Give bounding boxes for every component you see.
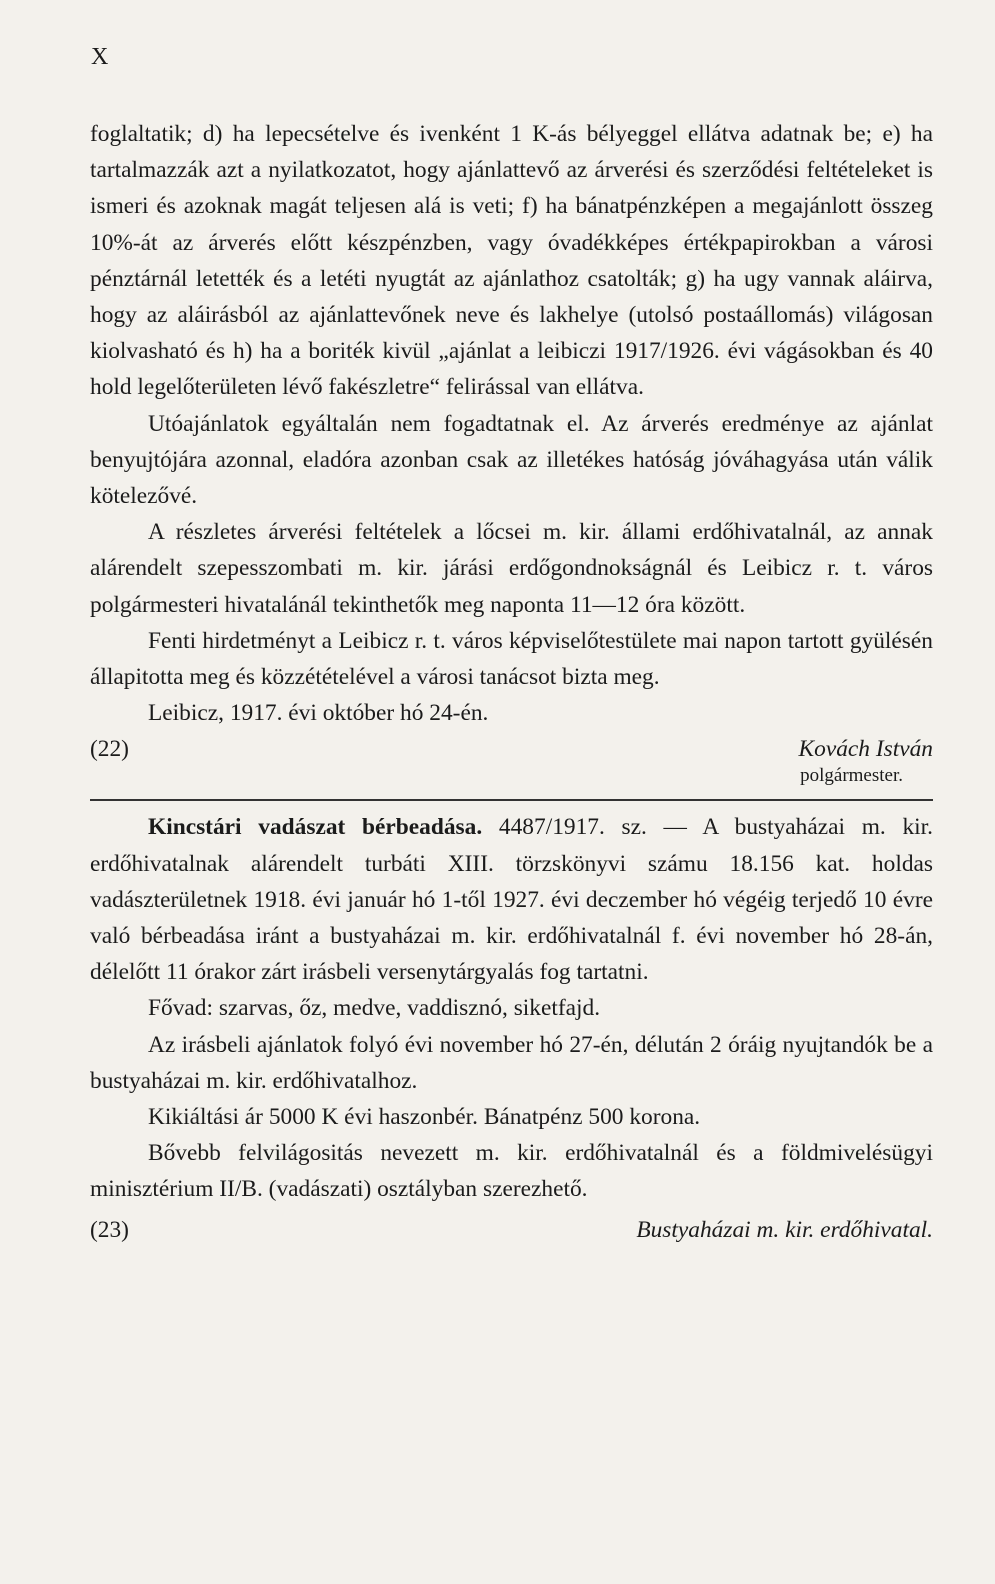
text-column bbox=[90, 116, 933, 1248]
paragraph-game: Fővad: szarvas, őz, medve, vaddisznó, siketfajd. bbox=[148, 995, 601, 1022]
paragraph-late-offers: Utóajánlatok egyáltalán nem fogadtatnak el. Az árverés eredménye az ajánlat benyujtójára azonnal, eladóra azonban csak az illetékes hatóság jóváhagyása után válik kötelezővé. bbox=[90, 410, 933, 510]
paragraph-prices: Kikiáltási ár 5000 K évi haszonbér. Bánatpénz 500 korona. bbox=[148, 1104, 701, 1131]
paragraph-written-offers: Az irásbeli ajánlatok folyó évi november hó 27-én, délután 2 óráig nyujtandók be a bustyaházai m. kir. erdőhivatalhoz. bbox=[90, 1031, 933, 1094]
paragraph-more-info: Bővebb felvilágositás nevezett m. kir. erdőhivatalnál és a földmivelésügyi minisztérium II/B. (vadászati) osztályban szerezhető. bbox=[90, 1140, 933, 1203]
paragraph-detailed-terms: A részletes árverési feltételek a lőcsei m. kir. állami erdőhivatalnál, az annak alárendelt szepesszombati m. kir. járási erdőgondnokságnál és Leibicz r. t. város polgármesteri hivatalánál tekinthetők meg naponta 11—12 óra között. bbox=[90, 519, 933, 618]
signature-row-23 bbox=[90, 1212, 933, 1248]
paragraph-hunting-lease bbox=[90, 809, 933, 990]
paragraph-council-decision: Fenti hirdetményt a Leibicz r. t. város képviselőtestülete mai napon tartott gyülésén állapitotta meg és közzétételével a városi tanácsot bizta meg. bbox=[90, 627, 933, 691]
paragraph-conditions: foglaltatik; d) ha lepecsételve és ivenként 1 K-ás bélyeggel ellátva adatnak be; e) ha tartalmazzák azt a nyilatkozatot, hogy ajánlattevő az árverési és szerződési feltételeket is ismeri és azoknak magát teljesen alá is veti; f) ha bánatpénzképen a megajánlott összeg 10%-át az árverés előtt készpénzben, vagy óvadékképes értékpapirokban a városi pénztárnál letették és a letéti nyugtát az ajánlathoz csatolták; g) ha ugy vannak aláirva, hogy az aláirásból az ajánlattevőnek neve és lakhelye (utolsó postaállomás) világosan kiolvasható és h) ha a boriték kivül „ajánlat a leibiczi 1917/1926. évi vágásokban és 40 hold legelőterületen lévő fakészletre“ felirással van ellátva. bbox=[90, 121, 933, 401]
notice-number: (22) bbox=[90, 736, 129, 763]
notice-heading: Kincstári vadászat bérbeadása. bbox=[148, 814, 483, 841]
notice-body: 4487/1917. sz. — A bustyaházai m. kir. erdőhivatalnak alárendelt turbáti XIII. törzskönyvi számu 18.156 kat. holdas vadászterületnek 1918. évi január hó 1-től 1927. évi deczember hó végéig terjedő 10 évre való bérbeadása iránt a bustyaházai m. kir. erdőhivatalnál f. évi november hó 28-án, délelőtt 11 órakor zárt irásbeli versenytárgyalás fog tartatni. bbox=[90, 814, 933, 986]
section-divider bbox=[90, 799, 933, 801]
page-number: X bbox=[91, 44, 109, 70]
signatory-title: polgármester. bbox=[800, 765, 903, 787]
signature-name: Kovách István bbox=[798, 736, 933, 763]
notice-number: (23) bbox=[90, 1216, 129, 1243]
signature-office: Bustyaházai m. kir. erdőhivatal. bbox=[636, 1216, 933, 1243]
place-date-line: Leibicz, 1917. évi október hó 24-én. bbox=[148, 700, 489, 727]
signature-row-22 bbox=[90, 731, 933, 769]
